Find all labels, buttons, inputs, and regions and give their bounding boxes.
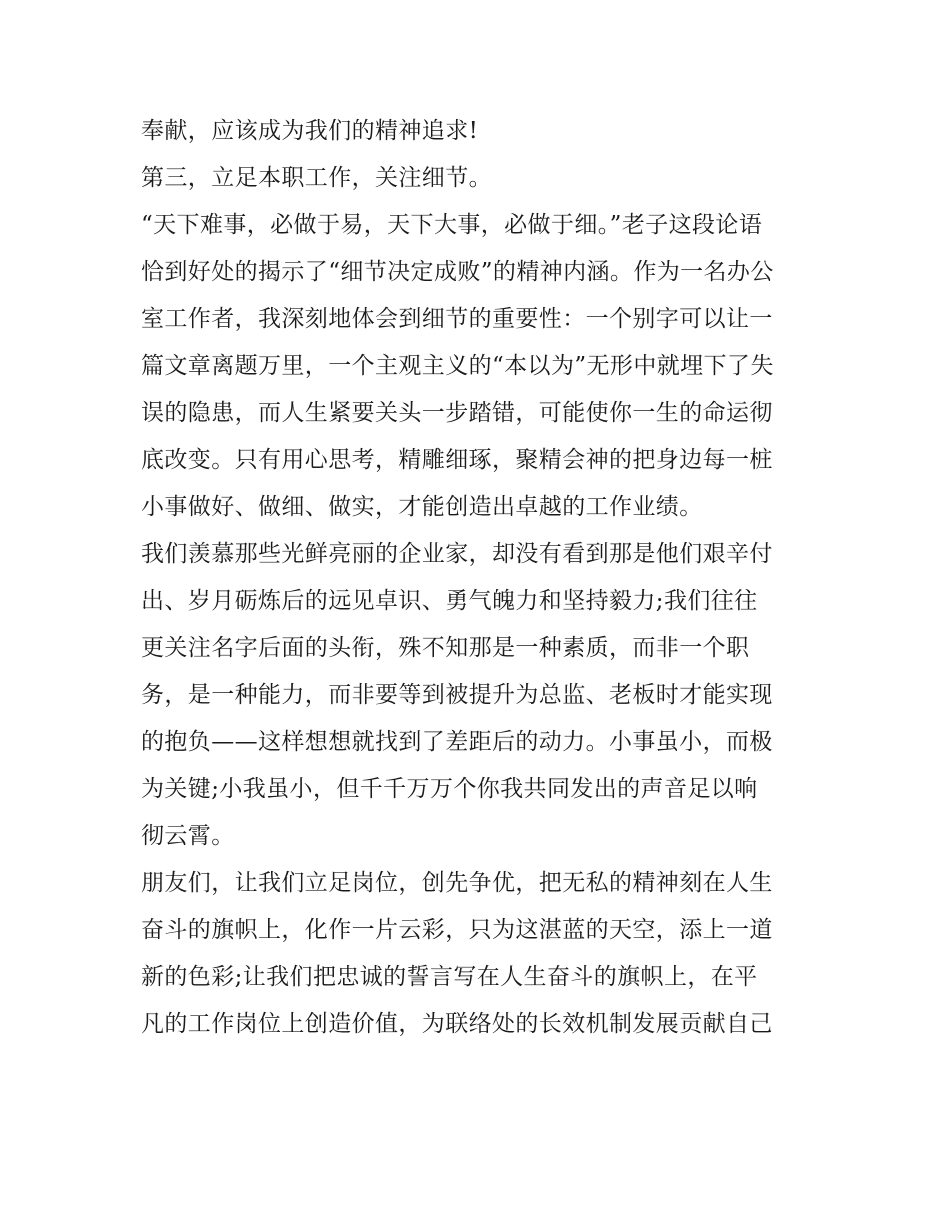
document-body <box>141 108 821 1048</box>
text-line: 小事做好、做细、做实，才能创造出卓越的工作业绩。 <box>141 494 703 520</box>
text-line: 奋斗的旗帜上，化作一片云彩，只为这湛蓝的天空，添上一道 <box>141 917 773 943</box>
text-line: 的抱负——这样想想就找到了差距后的动力。小事虽小，而极 <box>141 729 773 755</box>
text-line: 为关键;小我虽小，但千千万万个你我共同发出的声音足以响 <box>141 776 758 802</box>
text-line: 奉献，应该成为我们的精神追求! <box>141 118 479 144</box>
text-line: 室工作者，我深刻地体会到细节的重要性：一个别字可以让一 <box>141 306 773 332</box>
text-line: 恰到好处的揭示了“细节决定成败”的精神内涵。作为一名办公 <box>141 259 774 285</box>
section-heading: 第三，立足本职工作，关注细节。 <box>141 165 492 191</box>
text-line: 凡的工作岗位上创造价值，为联络处的长效机制发展贡献自己 <box>141 1011 773 1037</box>
text-line: 篇文章离题万里，一个主观主义的“本以为”无形中就埋下了失 <box>141 353 774 379</box>
text-line: 我们羡慕那些光鲜亮丽的企业家，却没有看到那是他们艰辛付 <box>141 541 773 567</box>
text-line: “天下难事，必做于易，天下大事，必做于细。”老子这段论语 <box>141 212 763 238</box>
text-line: 更关注名字后面的头衔，殊不知那是一种素质，而非一个职 <box>141 635 750 661</box>
text-line: 务，是一种能力，而非要等到被提升为总监、老板时才能实现 <box>141 682 773 708</box>
text-line: 底改变。只有用心思考，精雕细琢，聚精会神的把身边每一桩 <box>141 447 773 473</box>
text-line: 出、岁月砺炼后的远见卓识、勇气魄力和坚持毅力;我们往往 <box>141 588 758 614</box>
text-line: 新的色彩;让我们把忠诚的誓言写在人生奋斗的旗帜上，在平 <box>141 964 758 990</box>
text-line: 彻云霄。 <box>141 823 235 849</box>
text-line: 朋友们，让我们立足岗位，创先争优，把无私的精神刻在人生 <box>141 870 773 896</box>
text-line: 误的隐患，而人生紧要关头一步踏错，可能使你一生的命运彻 <box>141 400 773 426</box>
